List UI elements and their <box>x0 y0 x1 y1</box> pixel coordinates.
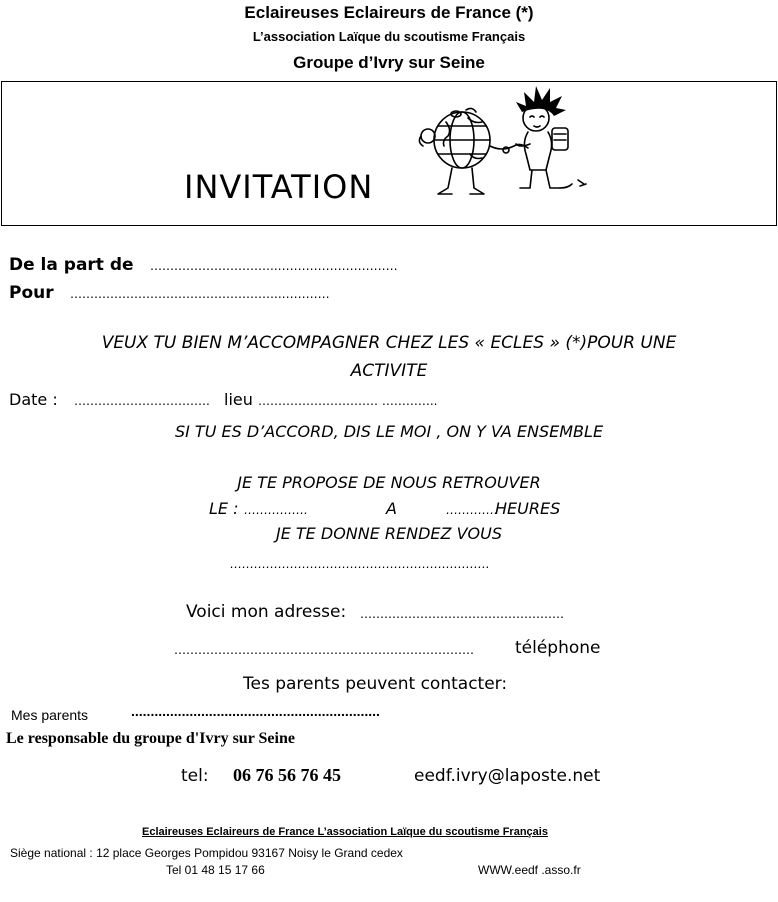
from-dots: …………………………..………………………… <box>150 259 398 273</box>
address-label: Voici mon adresse: <box>186 602 347 622</box>
to-label: Pour <box>9 283 54 303</box>
group-responsible: Le responsable du groupe d'Ivry sur Seine <box>6 730 295 747</box>
tel-number: 06 76 56 76 45 <box>233 765 341 785</box>
meeting-date-dots: ……………. <box>244 503 308 517</box>
from-label: De la part de <box>9 255 134 275</box>
agree-line: SI TU ES D’ACCORD, DIS LE MOI , ON Y VA ENSEMBLE <box>174 422 604 441</box>
my-parents-dots: ................................................................ <box>131 703 380 719</box>
contact-email: eedf.ivry@laposte.net <box>414 766 601 786</box>
group-name: Groupe d’Ivry sur Seine <box>293 53 485 72</box>
meeting-line-1: JE TE PROPOSE DE NOUS RETROUVER <box>237 473 541 492</box>
meeting-hours-label: HEURES <box>495 499 561 518</box>
invite-line-1: VEUX TU BIEN M’ACCOMPAGNER CHEZ LES « ECLES » (*)POUR UNE <box>101 333 677 353</box>
org-subtitle: L’association Laïque du scoutisme Français <box>252 29 526 44</box>
meeting-place-dots: ……………………………………………….………. <box>230 557 490 571</box>
my-parents-label: Mes parents <box>11 707 89 723</box>
address-dots: …………………………………………… <box>360 607 564 621</box>
meeting-hour-dots: …………. <box>446 503 498 517</box>
meeting-le-label: LE : <box>209 499 239 518</box>
footer-website: WWW.eedf .asso.fr <box>478 863 581 877</box>
footer-org-line: Eclaireuses Eclaireurs de France L’association Laïque du scoutisme Français <box>142 826 548 838</box>
date-label: Date : <box>9 390 58 409</box>
meeting-a-label: A <box>386 499 397 518</box>
phone-label: téléphone <box>515 638 601 658</box>
tel-label: tel: <box>181 766 209 786</box>
place-dots: ………………………… ………….. <box>258 394 438 408</box>
address-dots-2: ………………………………………………………………… <box>174 643 474 657</box>
invite-line-2: ACTIVITE <box>350 361 428 381</box>
scout-child-with-globe-illustration-icon <box>410 84 588 202</box>
to-dots: ……………………………………………..………… <box>70 287 330 301</box>
date-dots: ……………………………. <box>74 394 210 408</box>
org-name: Eclaireuses Eclaireurs de France (*) <box>244 3 534 22</box>
parents-contact-label: Tes parents peuvent contacter: <box>243 674 508 694</box>
footer-phone: Tel 01 48 15 17 66 <box>166 863 265 877</box>
place-label: lieu <box>224 390 253 409</box>
footer-address: Siège national : 12 place Georges Pompidou 93167 Noisy le Grand cedex <box>10 846 403 860</box>
invitation-banner <box>1 81 777 226</box>
invitation-title: INVITATION <box>184 168 374 206</box>
meeting-line-3: JE TE DONNE RENDEZ VOUS <box>275 524 502 543</box>
